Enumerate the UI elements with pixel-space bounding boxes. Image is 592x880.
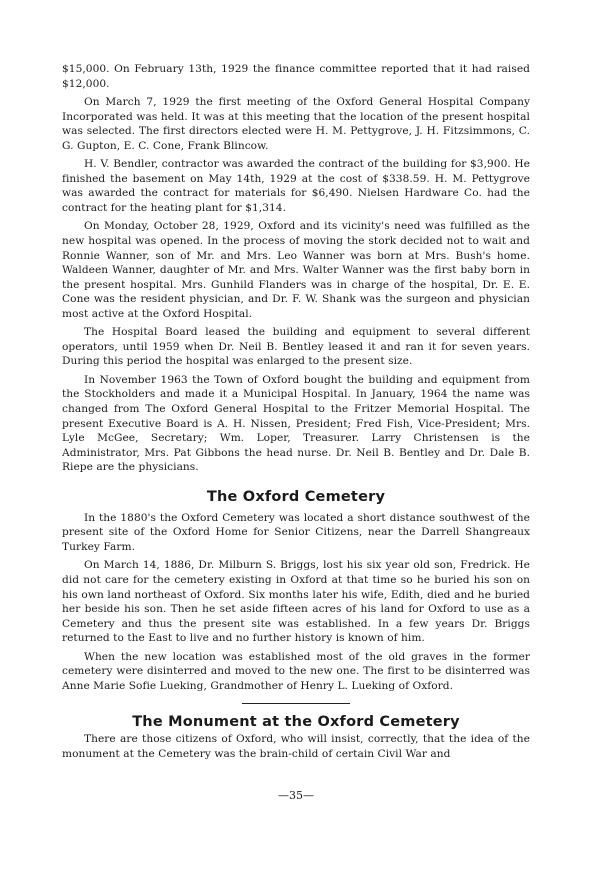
paragraph: On March 14, 1886, Dr. Milburn S. Briggs, lost his six year old son, Fredrick. He did not care for the cemetery existing in Oxford at that time so he buried his son on his own land northeast of Oxford. Six months later his wife, Edith, died and he buried her beside his son. Then he set aside fifteen acres of his land for Oxford to use as a Cemetery and thus the present site was established. In a few years Dr. Briggs returned to the East to live and no further history is known of him. <box>62 559 530 645</box>
paragraph: When the new location was established most of the old graves in the former cemetery were disinterred and moved to the new one. The first to be disinterred was Anne Marie Sofie Lueking, Grandmother of Henry L. Lueking of Oxford. <box>62 650 530 692</box>
paragraph: The Hospital Board leased the building and equipment to several different operators, until 1959 when Dr. Neil B. Bentley leased it and ran it for seven years. During this period the hospital was enlarged to the present size. <box>62 326 530 368</box>
paragraph: In the 1880's the Oxford Cemetery was located a short distance southwest of the present site of the Oxford Home for Senior Citizens, near the Darrell Shangreaux Turkey Farm. <box>62 511 530 553</box>
paragraph: On Monday, October 28, 1929, Oxford and its vicinity's need was fulfilled as the new hospital was opened. In the process of moving the stork decided not to wait and Ronnie Wanner, son of Mr. and Mrs. Leo Wanner was born at Mrs. Bush's home. Waldeen Wanner, daughter of Mr. and Mrs. Walter Wanner was the first baby born in the present hospital. Mrs. Gunhild Flanders was in charge of the hospital, Dr. E. E. Cone was the resident physician, and Dr. F. W. Shank was the surgeon and physician most active at the Oxford Hospital. <box>62 220 530 320</box>
paragraph: In November 1963 the Town of Oxford bought the building and equipment from the Stockholders and made it a Municipal Hospital. In January, 1964 the name was changed from The Oxford General Hospital to the Fritzer Memorial Hospital. The present Executive Board is A. H. Nissen, President; Fred Fish, Vice-President; Mrs. Lyle McGee, Secretary; Wm. Loper, Treasurer. Larry Christensen is the Administrator, Mrs. Pat Gibbons the head nurse. Dr. Neil B. Bentley and Dr. Dale B. Riepe are the physicians. <box>62 373 530 474</box>
paragraph: $15,000. On February 13th, 1929 the finance committee reported that it had raised $12,000. <box>62 63 530 90</box>
section-spacer <box>62 693 530 703</box>
section-spacer <box>62 704 530 714</box>
section-heading-cemetery: The Oxford Cemetery <box>206 488 386 505</box>
section-heading-monument: The Monument at the Oxford Cemetery <box>132 714 460 731</box>
paragraph: There are those citizens of Oxford, who will insist, correctly, that the idea of the monument at the Cemetery was the brain-child of certain Civil War and <box>62 733 530 760</box>
section-spacer <box>62 475 530 489</box>
paragraph: H. V. Bendler, contractor was awarded the contract of the building for $3,900. He finished the basement on May 14th, 1929 at the cost of $338.59. H. M. Pettygrove was awarded the contract for materials for $6,490. Nielsen Hardware Co. had the contract for the heating plant for $1,314. <box>62 158 530 214</box>
page-body <box>62 62 530 761</box>
page-number: —35— <box>278 789 314 802</box>
paragraph: On March 7, 1929 the first meeting of the Oxford General Hospital Company Incorporated was held. It was at this meeting that the location of the present hospital was selected. The first directors elected were H. M. Pettygrove, J. H. Fitzsimmons, C. G. Gupton, E. C. Cone, Frank Blincow. <box>62 96 530 152</box>
